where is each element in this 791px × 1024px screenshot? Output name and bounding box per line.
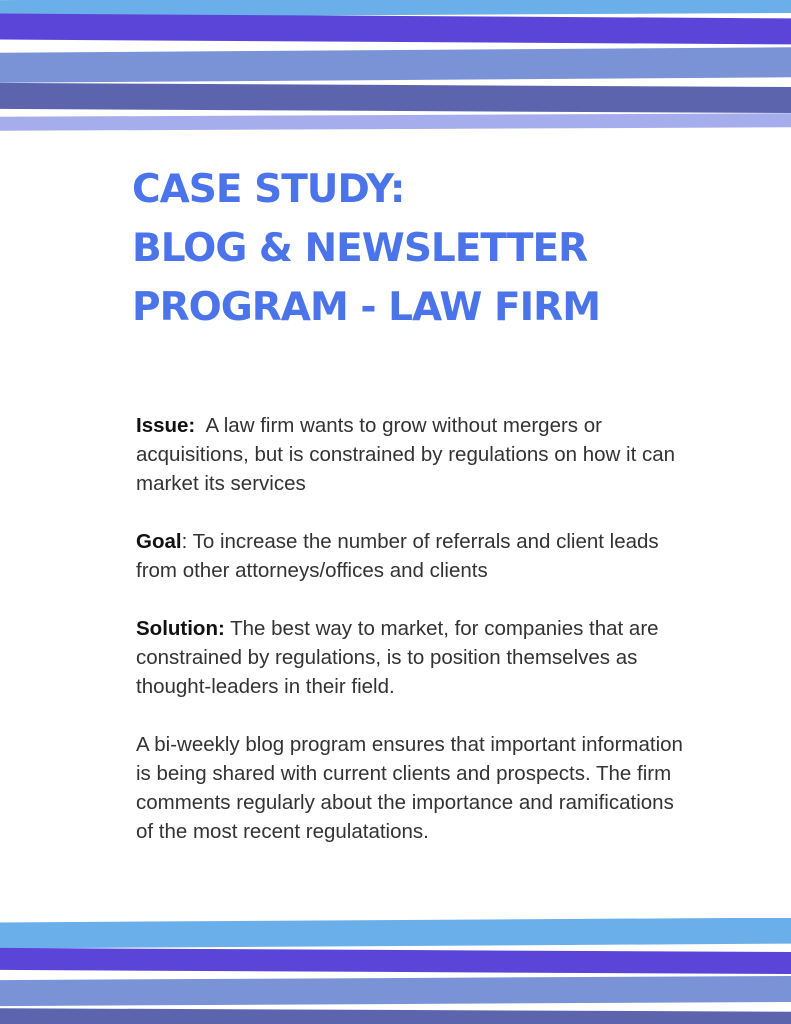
solution-paragraph (136, 614, 696, 701)
case-study-body (136, 411, 696, 875)
stripe-slate (0, 1008, 791, 1024)
solution-label: Solution: (136, 617, 225, 640)
closing-paragraph (136, 730, 696, 846)
title-line-1: CASE STUDY: (132, 167, 405, 212)
title-line-3: PROGRAM - LAW FIRM (132, 285, 601, 330)
stripe-periwinkle (0, 47, 791, 83)
top-stripe-banner (0, 0, 791, 132)
closing-text: A bi-weekly blog program ensures that important information is being shared with current clients and prospects. The firm comments regularly about the importance and ramifications of the most recent regulatations. (136, 733, 683, 843)
bottom-stripe-banner (0, 918, 791, 1024)
stripe-periwinkle (0, 976, 791, 1006)
title-line-2: BLOG & NEWSLETTER (132, 226, 588, 271)
page-title (132, 160, 600, 337)
stripe-slate (0, 83, 791, 113)
goal-label: Goal (136, 530, 182, 553)
goal-paragraph (136, 527, 696, 585)
stripe-purple (0, 948, 791, 974)
stripe-light-blue (0, 918, 791, 949)
stripe-pale (0, 113, 791, 131)
stripe-purple (0, 13, 791, 44)
issue-label: Issue: (136, 414, 196, 437)
goal-text: : To increase the number of referrals and client leads from other attorneys/offices and clients (136, 530, 659, 582)
solution-text: The best way to market, for companies that are constrained by regulations, is to position themselves as thought-leaders in their field. (136, 617, 659, 698)
issue-paragraph (136, 411, 696, 498)
issue-text: A law firm wants to grow without mergers or acquisitions, but is constrained by regulations on how it can market its services (136, 414, 681, 495)
